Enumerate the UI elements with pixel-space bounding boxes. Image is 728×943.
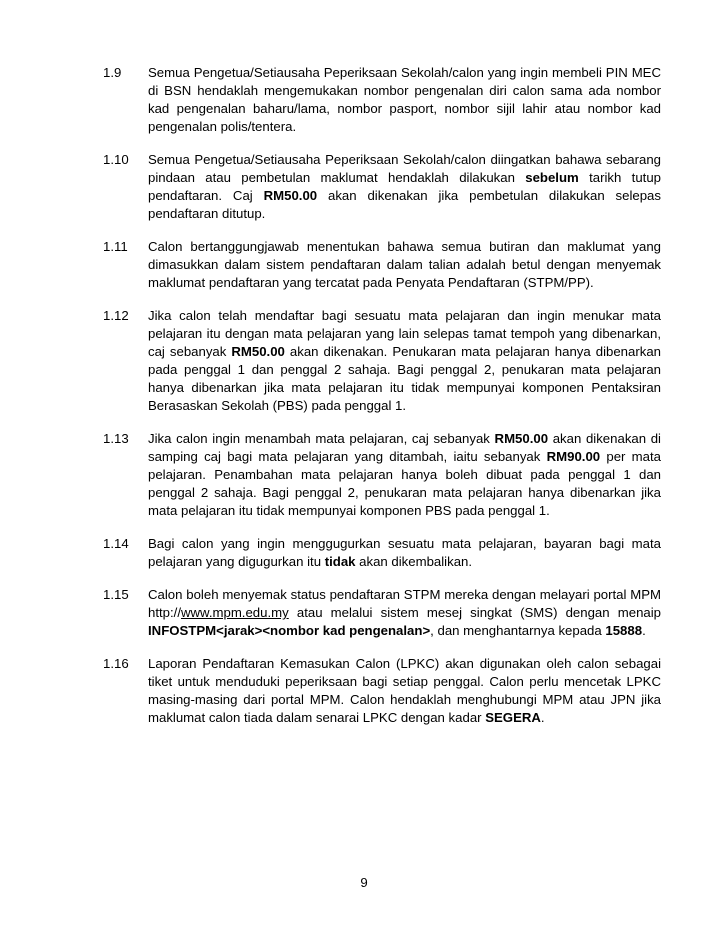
list-item-1-12 — [103, 307, 661, 415]
item-number: 1.10 — [103, 152, 129, 167]
page-number: 9 — [360, 875, 368, 890]
item-text: Jika calon telah mendaftar bagi sesuatu mata pelajaran dan ingin menukar mata pelajaran itu dengan mata pelajaran yang lain selepas tamat tempoh yang dibenarkan, caj sebanyak RM50.00 akan dikenakan. Penukaran mata pelajaran hanya dibenarkan pada penggal 1 dan penggal 2 sahaja. Bagi penggal 2, penukaran mata pelajaran hanya dibenarkan jika mata pelajaran itu tidak mempunyai komponen Pentaksiran Berasaskan Sekolah (PBS) pada penggal 1. — [148, 308, 662, 413]
item-number: 1.11 — [103, 239, 128, 254]
list-item-1-16 — [103, 655, 661, 727]
item-text: Bagi calon yang ingin menggugurkan sesuatu mata pelajaran, bayaran bagi mata pelajaran yang digugurkan itu tidak akan dikembalikan. — [148, 536, 661, 569]
item-number: 1.12 — [103, 308, 129, 323]
item-number: 1.16 — [103, 656, 129, 671]
list-item-1-11 — [103, 238, 661, 292]
list-item-1-13 — [103, 430, 661, 520]
document-body — [103, 64, 661, 742]
item-number: 1.13 — [103, 431, 129, 446]
item-text: Laporan Pendaftaran Kemasukan Calon (LPKC) akan digunakan oleh calon sebagai tiket untuk menduduki peperiksaan bagi setiap penggal. Calon perlu mencetak LPKC masing-masing dari portal MPM. Calon hendaklah menghubungi MPM atau JPN jika maklumat calon tiada dalam senarai LPKC dengan kadar SEGERA. — [148, 656, 661, 725]
mpm-portal-link[interactable]: www.mpm.edu.my — [181, 605, 289, 620]
item-text: Calon boleh menyemak status pendaftaran STPM mereka dengan melayari portal MPM http://www.mpm.edu.my atau melalui sistem mesej singkat (SMS) dengan menaip INFOSTPM<jarak><nombor kad pengenalan>, dan menghantarnya kepada 15888. — [148, 587, 661, 638]
item-text: Jika calon ingin menambah mata pelajaran, caj sebanyak RM50.00 akan dikenakan di samping caj bagi mata pelajaran yang ditambah, iaitu sebanyak RM90.00 per mata pelajaran. Penambahan mata pelajaran hanya boleh dibuat pada penggal 1 dan penggal 2 sahaja. Bagi penggal 2, penukaran mata pelajaran hanya dibenarkan jika mata pelajaran itu tidak mempunyai komponen PBS pada penggal 1. — [148, 431, 661, 518]
item-text: Calon bertanggungjawab menentukan bahawa semua butiran dan maklumat yang dimasukkan dalam sistem pendaftaran dalam talian adalah betul dengan menyemak maklumat pendaftaran yang tercatat pada Penyata Pendaftaran (STPM/PP). — [148, 239, 661, 290]
list-item-1-15 — [103, 586, 661, 640]
item-text: Semua Pengetua/Setiausaha Peperiksaan Sekolah/calon yang ingin membeli PIN MEC di BSN hendaklah mengemukakan nombor pengenalan diri calon sama ada nombor kad pengenalan baharu/lama, nombor pasport, nombor sijil lahir atau nombor kad pengenalan polis/tentera. — [148, 65, 661, 134]
item-number: 1.9 — [103, 65, 122, 80]
item-number: 1.15 — [103, 587, 129, 602]
item-text: Semua Pengetua/Setiausaha Peperiksaan Sekolah/calon diingatkan bahawa sebarang pindaan atau pembetulan maklumat hendaklah dilakukan sebelum tarikh tutup pendaftaran. Caj RM50.00 akan dikenakan jika pembetulan dilakukan selepas pendaftaran ditutup. — [148, 152, 662, 221]
item-number: 1.14 — [103, 536, 129, 551]
list-item-1-14 — [103, 535, 661, 571]
list-item-1-9 — [103, 64, 661, 136]
list-item-1-10 — [103, 151, 661, 223]
